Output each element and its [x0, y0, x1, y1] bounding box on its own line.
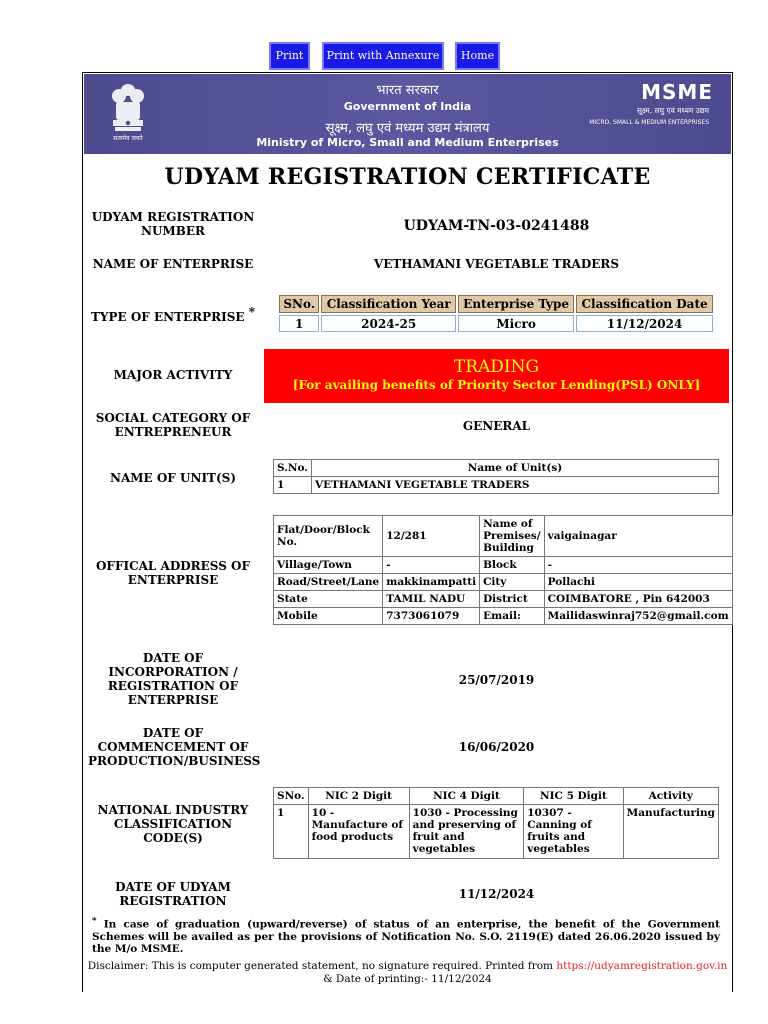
table-cell: Micro: [458, 315, 574, 332]
enterprise-name-label: NAME OF ENTERPRISE: [92, 257, 254, 271]
table-cell: 1: [274, 477, 312, 494]
premises-value: vaigainagar: [544, 516, 732, 557]
table-header-row: [274, 460, 719, 477]
government-of-india-text: Government of India: [343, 100, 472, 113]
email-label: Email:: [480, 608, 545, 625]
table-cell: 1: [279, 315, 319, 332]
disclaimer: [84, 960, 731, 986]
udyam-date: 11/12/2024: [458, 887, 535, 901]
column-header: NIC 5 Digit: [524, 788, 623, 805]
table-cell: VETHAMANI VEGETABLE TRADERS: [311, 477, 718, 494]
flat-value: 12/281: [383, 516, 480, 557]
top-toolbar: [0, 42, 768, 70]
column-header: SNo.: [274, 788, 309, 805]
city-value: Pollachi: [544, 574, 732, 591]
udyam-website-link[interactable]: https://udyamregistration.gov.in: [556, 960, 728, 972]
emblem-caption: सत्यमेव जयते: [113, 135, 143, 142]
column-header: NIC 4 Digit: [409, 788, 524, 805]
social-category-label: SOCIAL CATEGORY OF ENTREPRENEUR: [95, 411, 251, 439]
table-cell: 2024-25: [321, 315, 456, 332]
column-header: Classification Date: [576, 295, 713, 313]
table-header-row: [274, 788, 719, 805]
enterprise-name: VETHAMANI VEGETABLE TRADERS: [373, 257, 620, 271]
state-label: State: [274, 591, 383, 608]
units-table: [273, 459, 719, 494]
registration-number-label: UDYAM REGISTRATION NUMBER: [91, 210, 255, 238]
district-value: COIMBATORE , Pin 642003: [544, 591, 732, 608]
nic-label: NATIONAL INDUSTRY CLASSIFICATION CODE(S): [97, 803, 249, 845]
major-activity-value: TRADING: [453, 357, 540, 377]
table-cell: 1: [274, 805, 309, 859]
column-header: NIC 2 Digit: [308, 788, 409, 805]
government-banner: [84, 74, 731, 154]
table-row: [274, 516, 733, 557]
ministry-text: Ministry of Micro, Small and Medium Enterprises: [256, 136, 559, 149]
msme-hindi-text: सूक्ष्म, लघु एवं मध्यम उद्यम: [636, 106, 709, 115]
printing-date: & Date of printing:- 11/12/2024: [323, 973, 492, 985]
social-category: GENERAL: [462, 419, 531, 433]
column-header: Activity: [623, 788, 718, 805]
mobile-label: Mobile: [274, 608, 383, 625]
column-header: Classification Year: [321, 295, 456, 313]
column-header: Enterprise Type: [458, 295, 574, 313]
table-cell: 1030 - Processing and preserving of fruit and vegetables: [409, 805, 524, 859]
column-header: Name of Unit(s): [311, 460, 718, 477]
disclaimer-text: Disclaimer: This is computer generated statement, no signature required. Printed from: [87, 960, 557, 972]
registration-number: UDYAM-TN-03-0241488: [403, 218, 590, 234]
table-row: [274, 477, 719, 494]
footnote-star: *: [92, 916, 97, 926]
msme-logo: MSME: [641, 80, 713, 104]
column-header: SNo.: [279, 295, 319, 313]
msme-english-text: MICRO, SMALL & MEDIUM ENTERPRISES: [589, 119, 709, 126]
table-header-row: [279, 295, 713, 313]
major-activity-label: MAJOR ACTIVITY: [113, 368, 233, 382]
road-value: makkinampatti: [383, 574, 480, 591]
classification-table: [277, 293, 715, 334]
table-row: [274, 805, 719, 859]
major-activity-box: [264, 349, 729, 403]
state-value: TAMIL NADU: [383, 591, 480, 608]
print-with-annexure-button[interactable]: Print with Annexure: [322, 42, 444, 70]
block-value: -: [544, 557, 732, 574]
table-cell: Manufacturing: [623, 805, 718, 859]
district-label: District: [480, 591, 545, 608]
enterprise-type-label: TYPE OF ENTERPRISE *: [90, 305, 256, 324]
road-label: Road/Street/Lane: [274, 574, 383, 591]
footnote: [92, 915, 720, 955]
table-cell: 11/12/2024: [576, 315, 713, 332]
block-label: Block: [480, 557, 545, 574]
column-header: S.No.: [274, 460, 312, 477]
commencement-date: 16/06/2020: [458, 740, 535, 754]
home-button[interactable]: Home: [455, 42, 500, 70]
major-activity-note: [For availing benefits of Priority Sector Lending(PSL) ONLY]: [292, 378, 701, 392]
udyam-date-label: DATE OF UDYAM REGISTRATION: [115, 880, 231, 908]
table-cell: 10307 - Canning of fruits and vegetables: [524, 805, 623, 859]
flat-label: Flat/Door/Block No.: [274, 516, 383, 557]
village-label: Village/Town: [274, 557, 383, 574]
certificate-title: UDYAM REGISTRATION CERTIFICATE: [164, 164, 651, 190]
table-cell: 10 - Manufacture of food products: [308, 805, 409, 859]
commencement-date-label: DATE OF COMMENCEMENT OF PRODUCTION/BUSINESS: [88, 726, 261, 768]
table-row: [274, 608, 733, 625]
incorporation-date-label: DATE OF INCORPORATION / REGISTRATION OF ENTERPRISE: [107, 651, 239, 707]
footnote-text: In case of graduation (upward/reverse) of status of an enterprise, the benefit of the Government Schemes will be availed as per the provisions of Notification No. S.O. 2119(E) dated 26.06.2020 issued by the M/o MSME.: [92, 918, 720, 955]
nic-table: [273, 787, 719, 859]
table-row: [274, 574, 733, 591]
table-row: [274, 557, 733, 574]
email-value: Mailidaswinraj752@gmail.com: [544, 608, 732, 625]
print-button[interactable]: Print: [269, 42, 310, 70]
address-table: [273, 515, 733, 625]
table-row: [279, 315, 713, 332]
units-label: NAME OF UNIT(S): [109, 471, 237, 485]
city-label: City: [480, 574, 545, 591]
village-value: -: [383, 557, 480, 574]
incorporation-date: 25/07/2019: [458, 673, 535, 687]
mobile-value: 7373061079: [383, 608, 480, 625]
table-row: [274, 591, 733, 608]
hindi-government-text: भारत सरकार: [376, 83, 439, 98]
premises-label: Name of Premises/ Building: [480, 516, 545, 557]
hindi-ministry-text: सूक्ष्म, लघु एवं मध्यम उद्यम मंत्रालय: [325, 121, 490, 136]
address-label: OFFICAL ADDRESS OF ENTERPRISE: [95, 559, 251, 587]
